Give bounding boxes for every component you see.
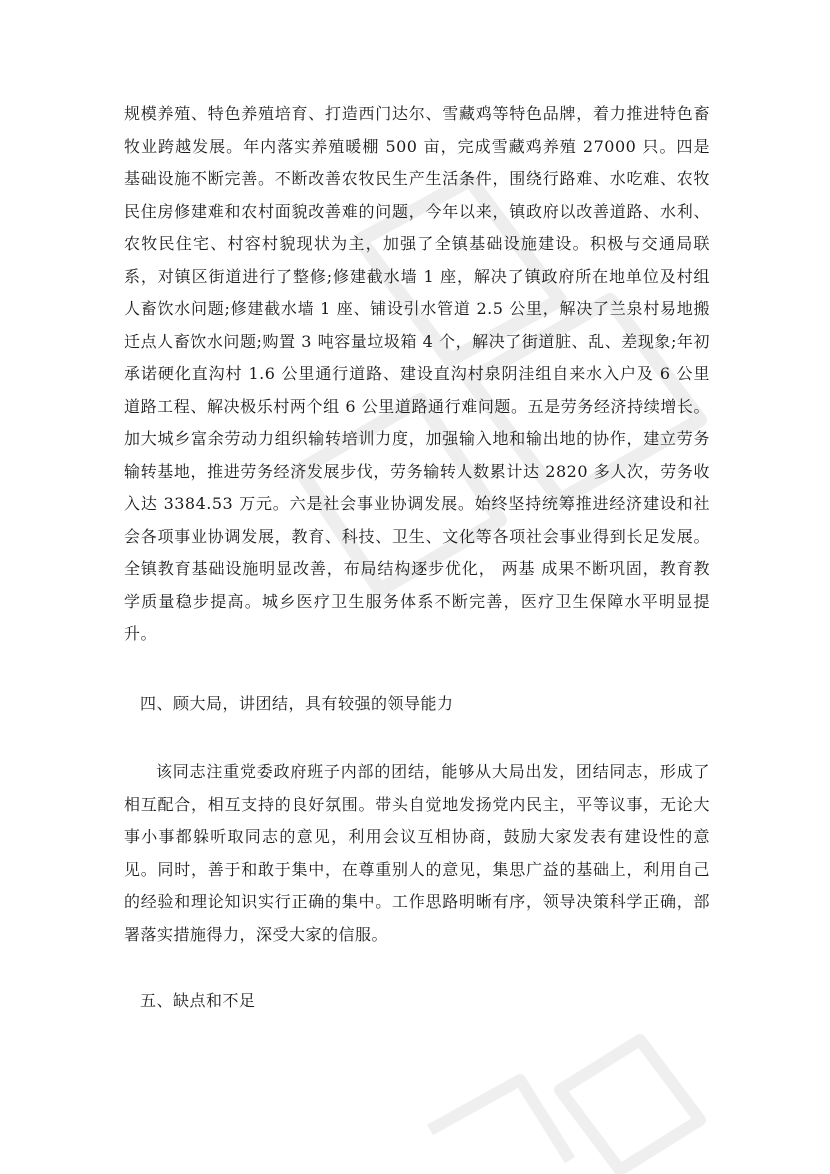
section-heading: 四、顾大局，讲团结，具有较强的领导能力	[140, 694, 454, 713]
body-paragraph: 规模养殖、特色养殖培育、打造西门达尔、雪藏鸡等特色品牌，着力推进特色畜牧业跨越发展。年内落实养殖暖棚 500 亩，完成雪藏鸡养殖 27000 只。四是基础设施不断完善。不断改善农牧民生产生活条件，围绕行路难、水吃难、农牧民住房修建难和农村面貌改善难的问题，今年以来，镇政府以改善道路、水利、农牧民住宅、村容村貌现状为主，加强了全镇基础设施建设。积极与交通局联系，对镇区街道进行了整修;修建截水墙 1 座，解决了镇政府所在地单位及村组人畜饮水问题;修建截水墙 1 座、铺设引水管道 2.5 公里，解决了兰泉村易地搬迁点人畜饮水问题;购置 3 吨容量垃圾箱 4 个，解决了街道脏、乱、差现象;年初承诺硬化直沟村 1.6 公里通行道路、建设直沟村泉阴洼组自来水入户及 6 公里道路工程、解决极乐村两个组 6 公里道路通行难问题。五是劳务经济持续增长。加大城乡富余劳动力组织输转培训力度，加强输入地和输出地的协作，建立劳务输转基地，推进劳务经济发展步伐，劳务输转人数累计达 2820 多人次，劳务收入达 3384.53 万元。六是社会事业协调发展。始终坚持统筹推进经济建设和社会各项事业协调发展，教育、科技、卫生、文化等各项社会事业得到长足发展。全镇教育基础设施明显改善，布局结构逐步优化， 两基 成果不断巩固，教育教学质量稳步提高。城乡医疗卫生服务体系不断完善，医疗卫生保障水平明显提升。	[124, 104, 710, 643]
section-heading: 五、缺点和不足	[140, 991, 256, 1010]
body-paragraph: 该同志注重党委政府班子内部的团结，能够从大局出发，团结同志，形成了相互配合，相互支持的良好氛围。带头自觉地发扬党内民主，平等议事，无论大事小事都躲听取同志的意见，利用会议互相协商，鼓励大家发表有建设性的意见。同时，善于和敢于集中，在尊重别人的意见，集思广益的基础上，利用自己的经验和理论知识实行正确的集中。工作思路明晰有序，领导决策科学正确，部署落实措施得力，深受大家的信服。	[124, 762, 710, 944]
